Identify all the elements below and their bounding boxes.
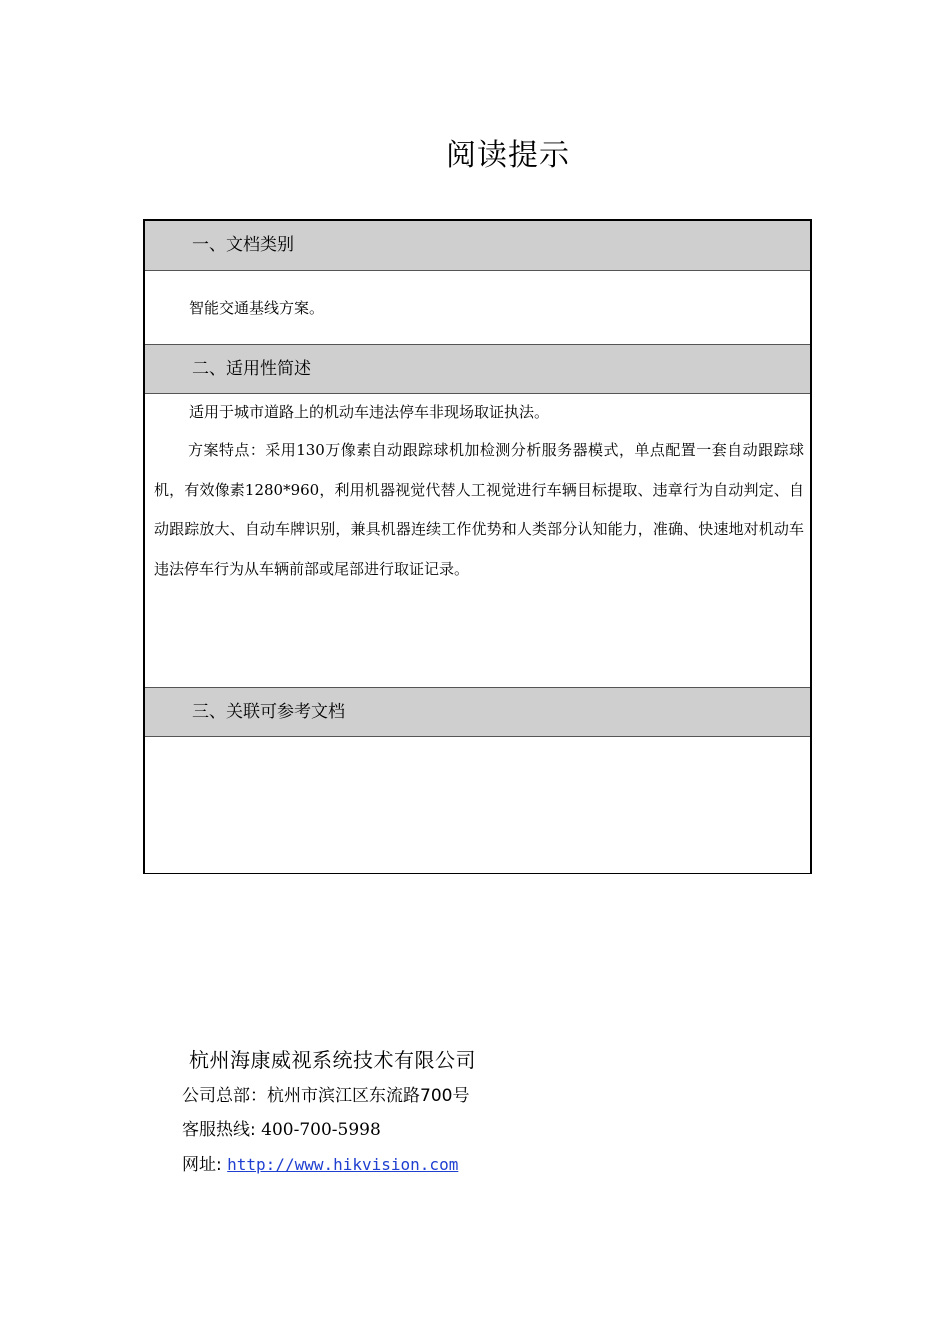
company-hq-address: 公司总部：杭州市滨江区东流路700号 <box>182 1086 470 1106</box>
applicability-paragraph: 方案特点：采用130万像素自动跟踪球机加检测分析服务器模式，单点配置一套自动跟踪球机，有效像素1280*960，利用机器视觉代替人工视觉进行车辆目标提取、违章行为自动判定、自动跟踪放大、自动车牌识别，兼具机器连续工作优势和人类部分认知能力，准确、快速地对机动车违法停车行为从车辆前部或尾部进行取证记录。 <box>154 441 804 578</box>
section-heading-related-docs: 三、关联可参考文档 <box>145 687 810 737</box>
section-heading-doc-category: 一、文档类别 <box>145 221 810 271</box>
hotline-number: 400-700-5998 <box>261 1120 381 1140</box>
applicability-line: 适用于城市道路上的机动车违法停车非现场取证执法。 <box>189 403 550 421</box>
company-name: 杭州海康威视系统技术有限公司 <box>189 1048 476 1072</box>
reading-tips-table <box>143 219 812 874</box>
section-body-doc-category: 智能交通基线方案。 <box>189 299 325 317</box>
hotline <box>182 1115 381 1140</box>
section-heading-applicability: 二、适用性简述 <box>145 344 810 394</box>
website-label: 网址: <box>182 1155 228 1175</box>
website <box>182 1150 458 1175</box>
hotline-label: 客服热线: <box>182 1120 262 1140</box>
page-title: 阅读提示 <box>446 138 570 173</box>
website-link[interactable]: http://www.hikvision.com <box>227 1155 459 1174</box>
